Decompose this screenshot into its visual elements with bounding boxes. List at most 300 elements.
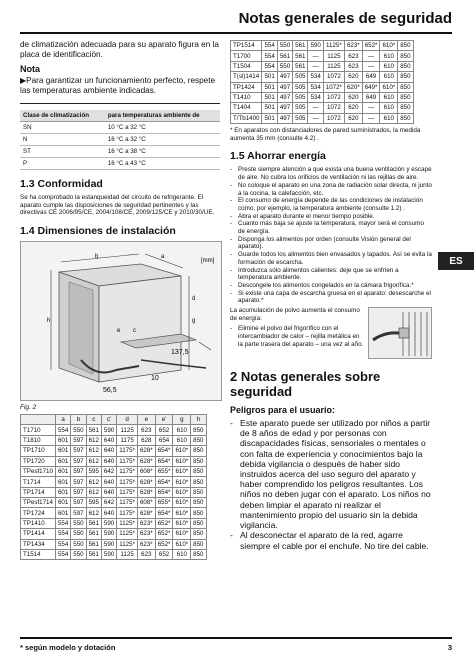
dims-value-cell: 1175*	[117, 456, 138, 466]
dims-header-cell: e	[137, 415, 155, 425]
climate-header-class: Clase de climatización	[20, 110, 105, 122]
dims-value-cell: 649	[362, 92, 380, 102]
dims-row	[231, 61, 414, 71]
dims-value-cell: 640	[101, 487, 116, 497]
dims-value-cell: 501	[262, 113, 277, 123]
dims-row	[21, 549, 207, 559]
dims-row	[21, 539, 207, 549]
section-2-heading: 2 Notas generales sobre seguridad	[230, 369, 381, 400]
dims-value-cell: 610*	[173, 518, 191, 528]
dims-value-cell: —	[308, 51, 323, 61]
dims-value-cell: 1175*	[117, 466, 138, 476]
dims-value-cell: 610	[380, 51, 398, 61]
dims-value-cell: —	[362, 113, 380, 123]
dims-value-cell: 610	[380, 72, 398, 82]
dims-value-cell: 1175*	[117, 498, 138, 508]
dims-value-cell: 610*	[173, 529, 191, 539]
dims-value-cell: 1072	[323, 72, 344, 82]
dims-row	[21, 435, 207, 445]
dims-value-cell: 640	[101, 446, 116, 456]
dim-label-g: g	[192, 318, 196, 325]
dims-model-cell: TPesf1714	[21, 498, 56, 508]
intro-text: de climatización adecuada para su aparato figura en la placa de identificación.	[20, 40, 219, 59]
dims-value-cell: 850	[398, 113, 413, 123]
dims-model-cell: TP1710	[21, 446, 56, 456]
climate-cell: 16 °C a 43 °C	[105, 158, 220, 170]
dims-value-cell: 497	[277, 82, 292, 92]
climate-row	[20, 134, 220, 146]
dims-value-cell: 850	[398, 41, 413, 51]
dust-bullet: - Elimine el polvo del frigorífico con el intercambiador de calor – rejilla metálica en la parte trasera del aparato – una vez al año.	[230, 325, 364, 348]
page-footer	[20, 637, 452, 652]
dims-value-cell: 554	[55, 425, 70, 435]
dims-row	[21, 508, 207, 518]
dims-value-cell: 628	[137, 435, 155, 445]
dims-value-cell: 642	[101, 466, 116, 476]
dims-value-cell: 623	[137, 425, 155, 435]
dim-label-e: e	[117, 328, 121, 335]
dims-value-cell: 1125	[117, 425, 138, 435]
climate-cell: 16 °C a 32 °C	[105, 134, 220, 146]
page-number: 3	[447, 643, 452, 652]
dims-value-cell: 850	[398, 72, 413, 82]
dims-value-cell: 612	[86, 456, 101, 466]
dims-model-cell: TP1410	[21, 518, 56, 528]
dims-value-cell: 601	[55, 446, 70, 456]
dims-value-cell: 590	[101, 425, 116, 435]
dims-value-cell: 612	[86, 477, 101, 487]
climate-cell: 10 °C a 32 °C	[105, 122, 220, 134]
dims-row	[21, 518, 207, 528]
energy-tip-item: - Si existe una capa de escarcha gruesa en el aparato: desescarche el aparato.*	[230, 290, 432, 305]
dims-value-cell: 608*	[137, 466, 155, 476]
dims-row	[21, 466, 207, 476]
dims-value-cell: 1125*	[117, 539, 138, 549]
dims-model-cell: T(sl)1414	[231, 72, 262, 82]
dims-value-cell: 640	[101, 508, 116, 518]
dims-row	[21, 456, 207, 466]
dims-value-cell: 610	[380, 92, 398, 102]
dims-value-cell: 620*	[344, 82, 362, 92]
cleaning-illustration	[368, 307, 432, 359]
energy-saving-list	[230, 166, 432, 305]
dimensions-table-right	[230, 40, 414, 124]
dims-row	[231, 92, 414, 102]
dims-value-cell: 654*	[155, 508, 173, 518]
note-heading: Nota	[20, 64, 40, 74]
dims-value-cell: 850	[398, 92, 413, 102]
dims-value-cell: 649	[362, 72, 380, 82]
climate-cell: 16 °C a 38 °C	[105, 146, 220, 158]
dims-value-cell: 620	[344, 103, 362, 113]
dims-value-cell: 601	[55, 498, 70, 508]
dims-value-cell: 597	[71, 456, 86, 466]
dims-row	[21, 425, 207, 435]
hazard-item: - Al desconectar el aparato de la red, agarre siempre el cable por el enchufe. No tire del cable.	[230, 530, 432, 550]
dims-value-cell: 561	[293, 61, 308, 71]
dims-value-cell: 554	[55, 529, 70, 539]
page-title: Notas generales de seguridad	[238, 10, 452, 27]
hazard-item: - Este aparato puede ser utilizado por niños a partir de 8 años de edad y por personas con discapacidades físicas, sensoriales o mentales o con falta de experiencia y conocimientos bajo la debida vigilancia o después de haber sido instruidos acerca del uso seguro del aparato y haber comprendido los peligros resultantes. Los niños no deben jugar con el aparato. Los niños no deben limpiar el aparato ni realizar el mantenimiento propio del usuario sin la debida vigilancia.	[230, 418, 432, 530]
dims-value-cell: 497	[277, 92, 292, 102]
dims-value-cell: 850	[191, 508, 206, 518]
dims-value-cell: 610*	[173, 539, 191, 549]
dims-value-cell: 850	[191, 435, 206, 445]
user-hazards-list	[230, 418, 432, 551]
dims-value-cell: 554	[55, 549, 70, 559]
dims-value-cell: 655*	[155, 498, 173, 508]
dims-value-cell: 505	[293, 82, 308, 92]
dims-value-cell: 550	[71, 425, 86, 435]
dims-value-cell: 623	[344, 51, 362, 61]
dims-value-cell: 652*	[155, 529, 173, 539]
dims-value-cell: 850	[191, 498, 206, 508]
dims-value-cell: 612	[86, 487, 101, 497]
dim-label-137-5: 137,5	[171, 349, 189, 357]
dimensions-table-left	[20, 414, 207, 560]
dims-model-cell: T1700	[231, 51, 262, 61]
dims-value-cell: 610*	[380, 82, 398, 92]
dims-value-cell: 640	[101, 435, 116, 445]
dims-value-cell: 628*	[137, 487, 155, 497]
dims-value-cell: —	[362, 61, 380, 71]
dust-intro: La acumulación de polvo aumenta el consumo de energía:	[230, 307, 360, 322]
dims-value-cell: 497	[277, 103, 292, 113]
dims-value-cell: 601	[55, 466, 70, 476]
dims-header-cell: g	[173, 415, 191, 425]
dims-value-cell: 561	[86, 539, 101, 549]
dims-model-cell: TP1434	[21, 539, 56, 549]
dims-value-cell: 640	[101, 456, 116, 466]
dims-value-cell: 850	[398, 61, 413, 71]
dims-value-cell: 620	[344, 72, 362, 82]
dims-row	[21, 477, 207, 487]
dims-value-cell: 610*	[173, 466, 191, 476]
dims-value-cell: 628*	[137, 477, 155, 487]
dims-value-cell: 623	[344, 61, 362, 71]
footer-note: * según modelo y dotación	[20, 643, 116, 652]
dims-row	[21, 446, 207, 456]
dims-value-cell: 610*	[173, 456, 191, 466]
dims-value-cell: 534	[308, 72, 323, 82]
dims-value-cell: 610*	[173, 508, 191, 518]
energy-tip-item: - Guarde todos los alimentos bien envasados y tapados. Así se evita la formación de escarcha.	[230, 251, 432, 266]
dims-value-cell: 612	[86, 435, 101, 445]
dims-model-cell: TP1424	[231, 82, 262, 92]
dims-value-cell: 623*	[137, 518, 155, 528]
dims-value-cell: —	[308, 113, 323, 123]
dims-value-cell: 1125	[323, 51, 344, 61]
dims-value-cell: 601	[55, 508, 70, 518]
dims-row	[21, 529, 207, 539]
dims-value-cell: 590	[101, 518, 116, 528]
dims-value-cell: 597	[71, 435, 86, 445]
dims-model-cell: T1714	[21, 477, 56, 487]
dims-value-cell: 554	[55, 518, 70, 528]
dims-header-cell: c	[86, 415, 101, 425]
dims-model-cell: TP1414	[21, 529, 56, 539]
energy-tip-item: - Cuanto más baja se ajuste la temperatura, mayor será el consumo de energía.	[230, 220, 432, 235]
dims-value-cell: 652*	[155, 518, 173, 528]
climate-header-temp: para temperaturas ambiente de	[105, 110, 220, 122]
right-column	[230, 40, 432, 553]
section-1-4-heading: 1.4 Dimensiones de instalación	[20, 225, 176, 238]
dims-value-cell: 601	[55, 435, 70, 445]
dims-value-cell: 501	[262, 92, 277, 102]
dims-value-cell: 590	[101, 529, 116, 539]
dims-value-cell: 623	[137, 549, 155, 559]
dims-value-cell: 628*	[137, 446, 155, 456]
energy-tip-item: - Preste siempre atención a que exista una buena ventilación y escape de aire. No cubra los orificios de ventilación ni las rejillas de aire.	[230, 166, 432, 181]
dims-row	[231, 113, 414, 123]
dims-value-cell: 610*	[173, 498, 191, 508]
dims-value-cell: 628*	[137, 508, 155, 518]
dim-unit-label: [mm]	[201, 258, 215, 265]
figure-caption: Fig. 2	[20, 404, 37, 412]
climate-row	[20, 146, 220, 158]
dims-header-cell: c'	[101, 415, 116, 425]
dims-row	[21, 498, 207, 508]
dims-value-cell: 1125*	[117, 529, 138, 539]
energy-tip-item: - No coloque el aparato en una zona de radiación solar directa, ni junto a la cocina, la calefacción, etc.	[230, 182, 432, 197]
dims-value-cell: 590	[101, 549, 116, 559]
dims-value-cell: 612	[86, 508, 101, 518]
dim-label-56-5: 56,5	[103, 387, 117, 395]
dims-value-cell: —	[308, 103, 323, 113]
left-column	[20, 40, 220, 560]
dims-value-cell: 623*	[137, 529, 155, 539]
dims-value-cell: 1175*	[117, 477, 138, 487]
dims-value-cell: 1072*	[323, 82, 344, 92]
dims-model-cell: TP1714	[21, 487, 56, 497]
dims-value-cell: 1125*	[323, 41, 344, 51]
dims-header-cell: e'	[155, 415, 173, 425]
dims-row	[231, 82, 414, 92]
dims-value-cell: 652*	[362, 41, 380, 51]
dims-value-cell: 1175*	[117, 508, 138, 518]
dims-value-cell: —	[362, 51, 380, 61]
climate-cell: SN	[20, 122, 105, 134]
dims-value-cell: 501	[262, 103, 277, 113]
dims-value-cell: 623*	[344, 41, 362, 51]
dims-value-cell: 654*	[155, 456, 173, 466]
dims-value-cell: 554	[262, 51, 277, 61]
dims-value-cell: 554	[262, 61, 277, 71]
energy-tip-item: - El consumo de energía depende de las condiciones de instalación como, por ejemplo, la temperatura ambiente (consulte 1.2) .	[230, 197, 432, 212]
page-header	[20, 8, 452, 34]
dims-value-cell: 850	[191, 466, 206, 476]
dims-row	[231, 51, 414, 61]
dims-value-cell: 550	[277, 41, 292, 51]
dims-value-cell: 550	[71, 529, 86, 539]
dims-value-cell: 550	[71, 518, 86, 528]
dims-value-cell: 561	[86, 425, 101, 435]
dims-value-cell: 642	[101, 498, 116, 508]
dims-value-cell: 497	[277, 113, 292, 123]
dims-value-cell: 652	[155, 425, 173, 435]
dims-value-cell: 550	[277, 61, 292, 71]
dims-value-cell: 597	[71, 477, 86, 487]
climate-row	[20, 122, 220, 134]
dim-label-c: c	[133, 328, 136, 335]
dims-value-cell: 561	[86, 529, 101, 539]
dims-value-cell: 1125	[323, 61, 344, 71]
dimensions-footnote: * En aparatos con distanciadores de pared suministrados, la medida aumenta 35 mm (consulte 4.2) .	[230, 127, 421, 142]
dims-model-cell: T1810	[21, 435, 56, 445]
dims-value-cell: 1175*	[117, 487, 138, 497]
section-2-subheading: Peligros para el usuario:	[230, 405, 336, 416]
note-text: ▶Para garantizar un funcionamiento perfecto, respete las temperaturas ambiente indicadas.	[20, 76, 216, 95]
dim-label-d: d	[192, 296, 196, 303]
dims-value-cell: 597	[71, 508, 86, 518]
dims-value-cell: 850	[191, 477, 206, 487]
dims-value-cell: 534	[308, 92, 323, 102]
dims-value-cell: 597	[71, 487, 86, 497]
dims-header-cell: h	[191, 415, 206, 425]
dims-model-cell: T/Tb1400	[231, 113, 262, 123]
dims-value-cell: 561	[293, 51, 308, 61]
dim-label-10: 10	[151, 375, 159, 383]
dims-value-cell: 654	[155, 435, 173, 445]
dust-note	[230, 307, 432, 359]
dims-value-cell: 1175*	[117, 446, 138, 456]
dims-value-cell: 601	[55, 487, 70, 497]
dims-value-cell: 597	[71, 498, 86, 508]
dims-value-cell: 850	[191, 549, 206, 559]
dims-value-cell: 550	[71, 549, 86, 559]
dims-value-cell: 623*	[137, 539, 155, 549]
dims-value-cell: 554	[55, 539, 70, 549]
dims-value-cell: 640	[101, 477, 116, 487]
dims-value-cell: 655*	[155, 466, 173, 476]
energy-tip-item: - Abra el aparato durante el menor tiempo posible.	[230, 213, 432, 221]
energy-tip-item: - Descongele los alimentos congelados en la cámara frigorífica.*	[230, 282, 432, 290]
dims-value-cell: 534	[308, 82, 323, 92]
section-1-5-heading: 1.5 Ahorrar energía	[230, 150, 326, 163]
dims-row	[231, 103, 414, 113]
dims-row	[21, 487, 207, 497]
dims-value-cell: 505	[293, 72, 308, 82]
dim-label-a: a	[161, 254, 165, 261]
dims-value-cell: 850	[191, 425, 206, 435]
dims-value-cell: 601	[55, 477, 70, 487]
dims-header-cell: a	[55, 415, 70, 425]
arrow-right-icon: ▶	[20, 76, 27, 85]
dims-value-cell: 561	[86, 549, 101, 559]
dims-value-cell: 850	[191, 529, 206, 539]
dims-value-cell: —	[362, 103, 380, 113]
dims-value-cell: 850	[398, 51, 413, 61]
dims-model-cell: TP1724	[21, 508, 56, 518]
dims-value-cell: 652*	[155, 539, 173, 549]
dims-value-cell: 608*	[137, 498, 155, 508]
dims-value-cell: 505	[293, 103, 308, 113]
energy-tip-item: - Disponga los alimentos por orden (consulte Visión general del aparato).	[230, 236, 432, 251]
dims-row	[231, 41, 414, 51]
dims-model-cell: T1410	[231, 92, 262, 102]
dims-value-cell: 654*	[155, 446, 173, 456]
dims-value-cell: 1072	[323, 92, 344, 102]
dims-value-cell: 497	[277, 72, 292, 82]
dims-value-cell: 610*	[173, 487, 191, 497]
language-tab-es: ES	[438, 252, 474, 270]
dims-value-cell: 1072	[323, 103, 344, 113]
dims-value-cell: 850	[191, 446, 206, 456]
dims-value-cell: 1072	[323, 113, 344, 123]
climate-class-table	[20, 110, 220, 170]
dims-value-cell: 1175	[117, 435, 138, 445]
climate-row	[20, 158, 220, 170]
dims-value-cell: 850	[398, 103, 413, 113]
dims-value-cell: 610	[380, 61, 398, 71]
dims-value-cell: 1125*	[117, 518, 138, 528]
dims-value-cell: 610*	[380, 41, 398, 51]
climate-cell: ST	[20, 146, 105, 158]
dims-header-cell	[21, 415, 56, 425]
dims-value-cell: 1125	[117, 549, 138, 559]
dims-model-cell: TP1720	[21, 456, 56, 466]
section-1-3-heading: 1.3 Conformidad	[20, 178, 103, 190]
dim-label-h: h	[47, 318, 51, 325]
dims-value-cell: 654*	[155, 487, 173, 497]
climate-cell: N	[20, 134, 105, 146]
dims-value-cell: 850	[191, 518, 206, 528]
dims-value-cell: 601	[55, 456, 70, 466]
dims-value-cell: 550	[71, 539, 86, 549]
dims-value-cell: 597	[71, 446, 86, 456]
dims-value-cell: 610	[380, 113, 398, 123]
dims-header-cell: d	[117, 415, 138, 425]
dims-value-cell: 850	[191, 487, 206, 497]
dims-value-cell: 597	[71, 466, 86, 476]
energy-tip-item: - Introduzca sólo alimentos calientes: deje que se enfríen a temperatura ambiente.	[230, 267, 432, 282]
dims-value-cell: 561	[86, 518, 101, 528]
dims-model-cell: T1504	[231, 61, 262, 71]
dims-value-cell: 652	[155, 549, 173, 559]
dims-model-cell: TPesf1710	[21, 466, 56, 476]
dims-value-cell: 610	[173, 425, 191, 435]
dims-value-cell: 501	[262, 82, 277, 92]
dims-value-cell: 620	[344, 92, 362, 102]
installation-dimensions-figure	[20, 241, 222, 401]
dims-value-cell: 590	[308, 41, 323, 51]
dims-value-cell: 610*	[173, 446, 191, 456]
dims-value-cell: —	[308, 61, 323, 71]
dims-model-cell: T1404	[231, 103, 262, 113]
dims-value-cell: 595	[86, 498, 101, 508]
dims-model-cell: TP1514	[231, 41, 262, 51]
dims-value-cell: 610	[173, 549, 191, 559]
dims-value-cell: 610	[380, 103, 398, 113]
dims-value-cell: 561	[293, 41, 308, 51]
dims-value-cell: 505	[293, 113, 308, 123]
dims-value-cell: 501	[262, 72, 277, 82]
dims-header-cell: b	[71, 415, 86, 425]
section-1-3-text: Se ha comprobado la estanqueidad del circuito de refrigerante. El aparato cumple las disposiciones de seguridad pertinentes y las directivas CE 2006/95/CE, 2004/108/CE, 2009/125/CE y 2010/30/UE.	[20, 194, 215, 217]
dims-value-cell: 620	[344, 113, 362, 123]
dims-value-cell: 850	[191, 539, 206, 549]
dims-value-cell: 554	[262, 41, 277, 51]
dims-value-cell: 561	[277, 51, 292, 61]
dims-value-cell: 595	[86, 466, 101, 476]
dims-value-cell: 612	[86, 446, 101, 456]
dims-value-cell: 649*	[362, 82, 380, 92]
dims-value-cell: 628*	[137, 456, 155, 466]
dims-value-cell: 505	[293, 92, 308, 102]
dims-row	[231, 72, 414, 82]
dims-model-cell: T1514	[21, 549, 56, 559]
dims-value-cell: 654*	[155, 477, 173, 487]
